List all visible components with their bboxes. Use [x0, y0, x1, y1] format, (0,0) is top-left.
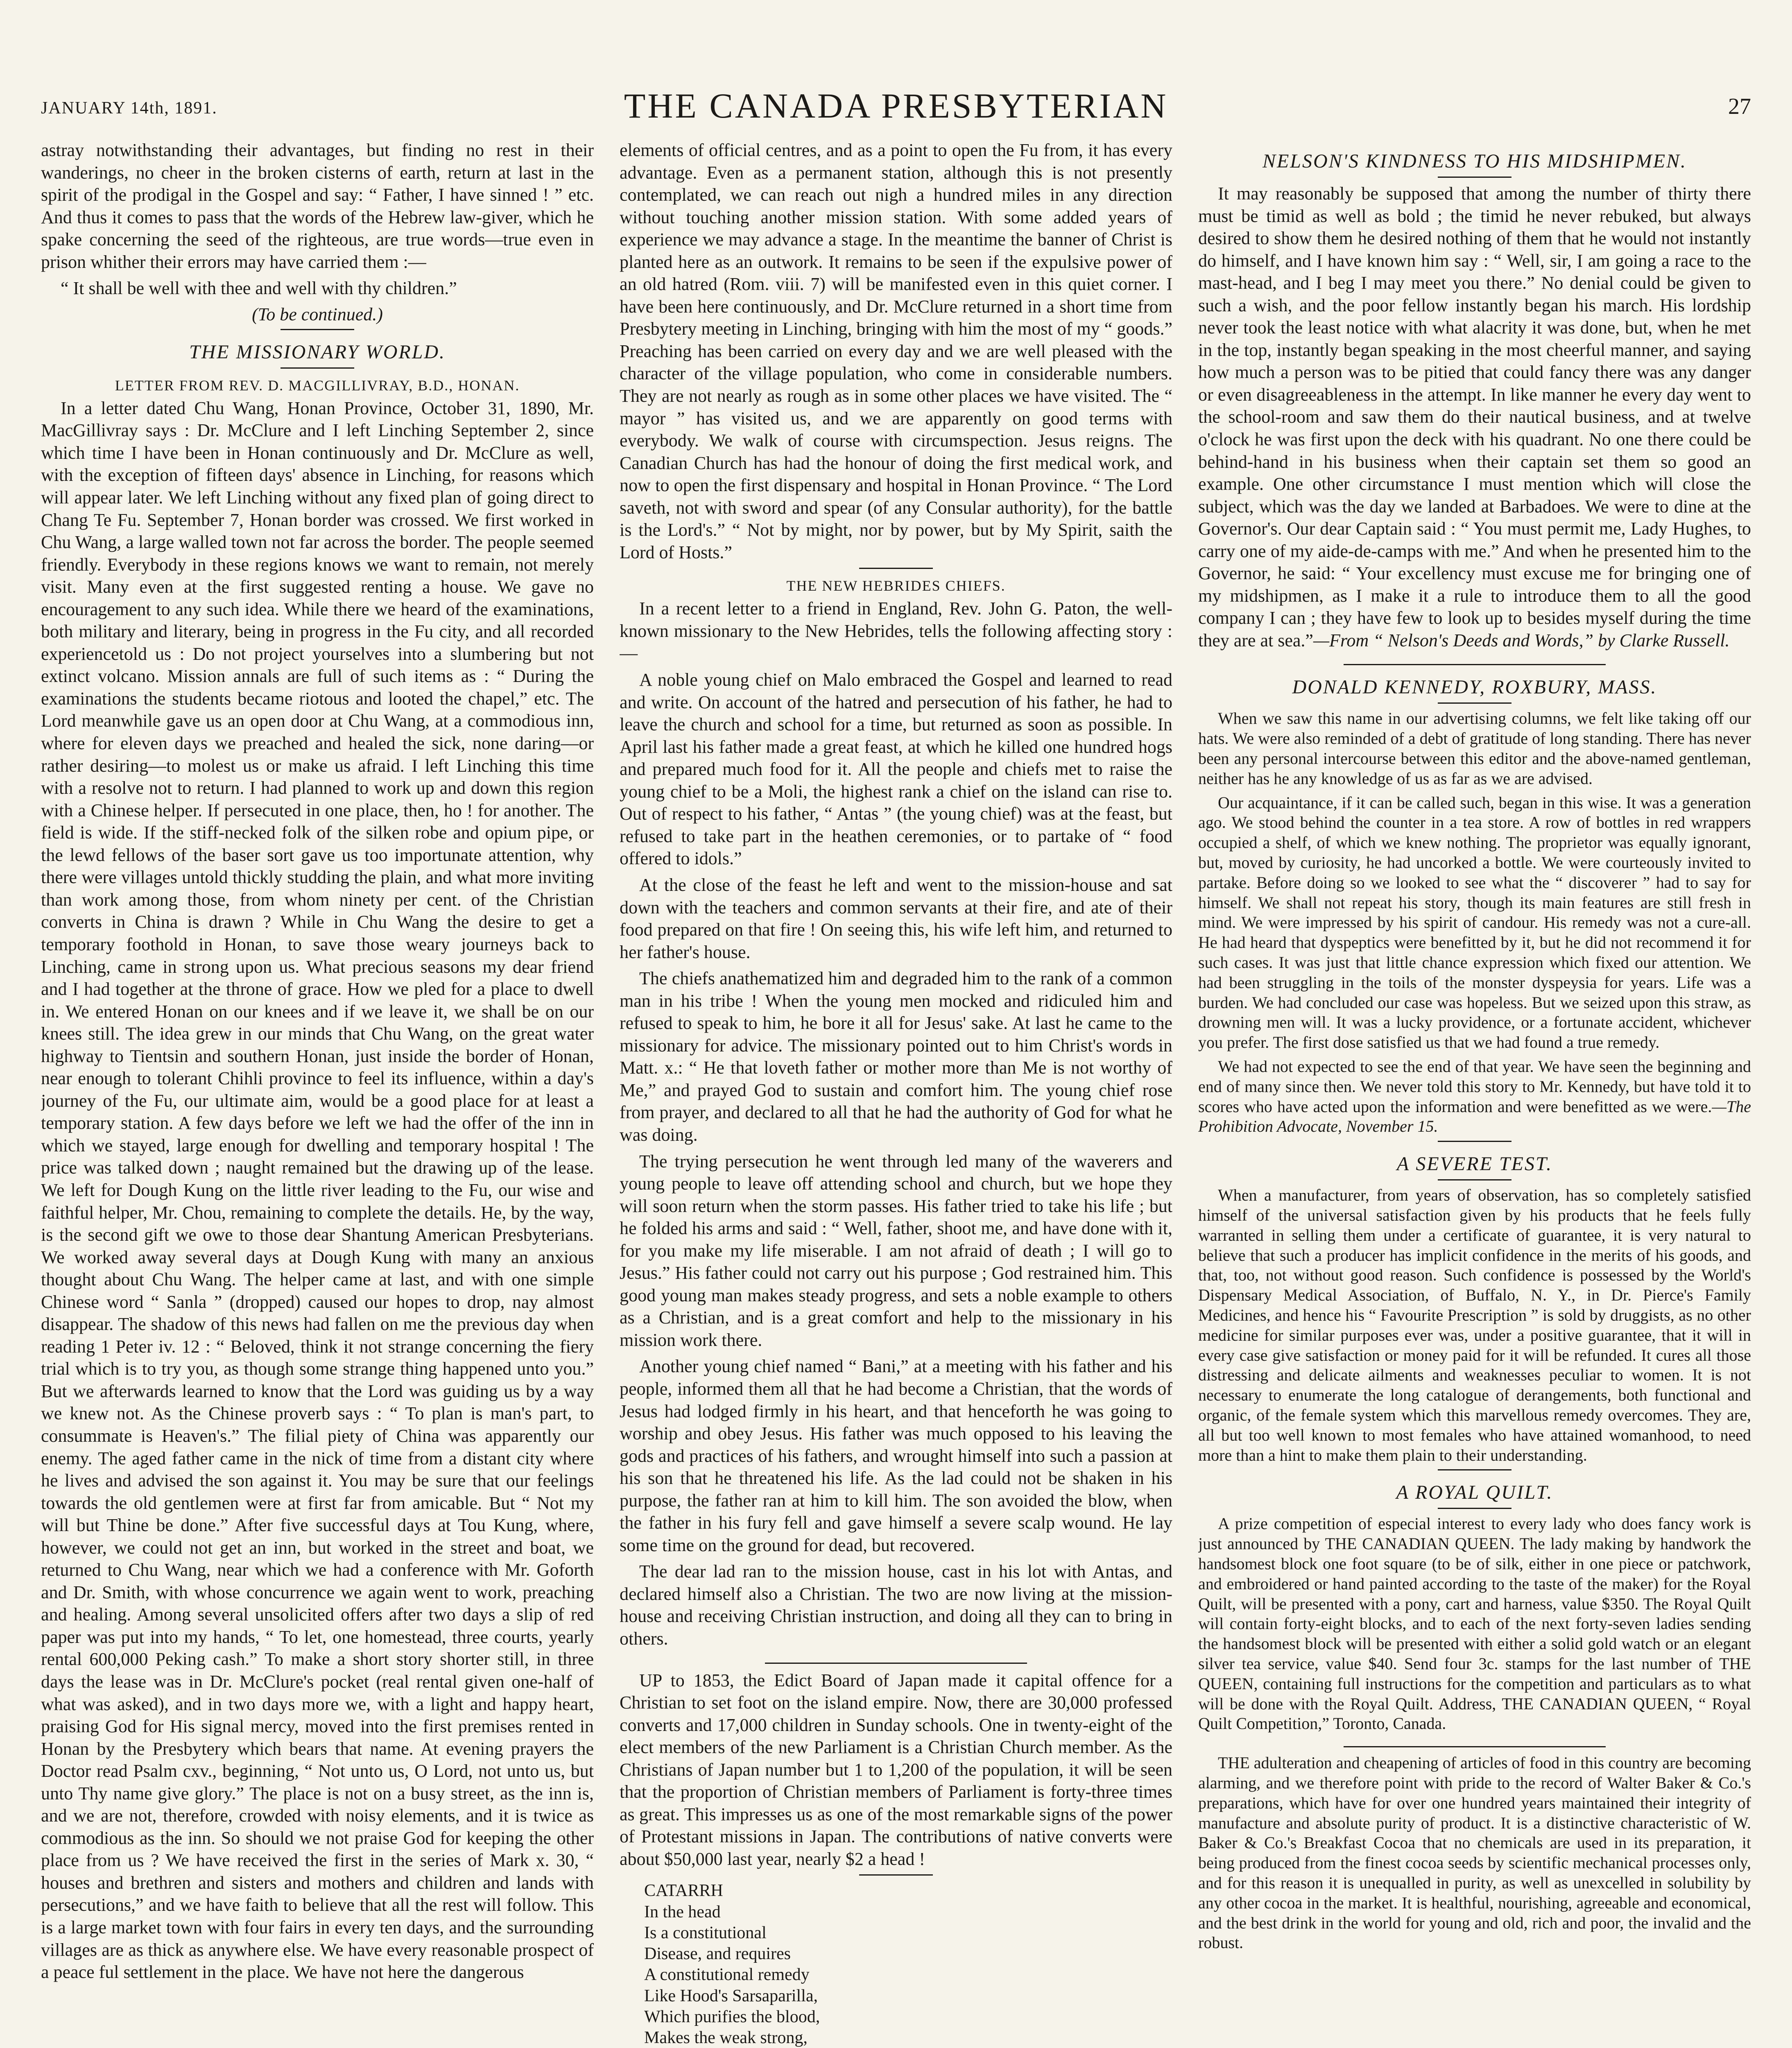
- article-paragraph: A prize competition of especial interest to every lady who does fancy work is just announced by THE CANADIAN QUEEN. The lady making by handwork the handsomest block one foot square (to be of silk, either in one piece or patchwork, and embroidered or hand painted according to the taste of the maker) for the Royal Quilt, will be presented with a pony, cart and harness, value $350. The Royal Quilt will contain forty-eight blocks, and to each of the next forty-seven ladies sending the handsomest block will be presented with either a solid gold watch or an elegant silver tea service, value $40. Send four 3c. stamps for the last number of THE QUEEN, containing full instructions for the competition and particulars as to what will be done with the Royal Quilt. Address, THE CANADIAN QUEEN, “ Royal Quilt Competition,” Toronto, Canada.: [1198, 1514, 1751, 1733]
- article-paragraph: The dear lad ran to the mission house, cast in his lot with Antas, and declared himself also a Christian. The two are now living at the mission-house and receiving Christian instruction, and doing all they can to bring in others.: [620, 1561, 1172, 1649]
- page-number: 27: [1728, 94, 1751, 119]
- heading-rule: [1438, 1508, 1511, 1509]
- section-rule: [1438, 1469, 1511, 1470]
- section-rule: [859, 1874, 933, 1876]
- kennedy-attribution: —The Prohibition Advocate, November 15.: [1198, 1097, 1751, 1136]
- advert-line: Disease, and requires: [644, 1944, 791, 1964]
- article-paragraph: When we saw this name in our advertising columns, we felt like taking off our hats. We were also reminded of a debt of gratitude of long standing. There has never been any personal intercourse between this editor and the above-named gentleman, neither has he any knowledge of us as far as we are advised.: [1198, 709, 1751, 788]
- section-rule: [281, 329, 354, 330]
- kennedy-text: We had not expected to see the end of that year. We have seen the beginning and end of many since then. We never told this story to Mr. Kennedy, but have told it to scores who have acted upon the information and were benefitted as we were.: [1198, 1057, 1751, 1116]
- advert-line: CATARRH: [644, 1881, 723, 1901]
- article-paragraph: [1198, 1057, 1751, 1137]
- advert-line: In the head: [644, 1902, 721, 1921]
- advert-line: A constitutional remedy: [644, 1965, 810, 1985]
- advert-line: Is a constitutional: [644, 1923, 767, 1942]
- to-be-continued: (To be continued.): [252, 304, 383, 324]
- catarrh-advert: [620, 1880, 1172, 2048]
- letter-subheading: LETTER FROM REV. D. MACGILLIVRAY, B.D., HONAN.: [115, 377, 520, 394]
- heading-rule: [1438, 1179, 1511, 1180]
- severe-test-article: [1198, 1185, 1751, 1465]
- nelson-text: It may reasonably be supposed that among the number of thirty there must be timid as well as bold ; the timid he never rebuked, but always desired to show them he desired nothing of them that he would not instantly do himself, and I have known him say : “ Well, sir, I am going a race to the mast-head, and I beg I may meet you there.” No denial could be given to such a wish, and the poor fellow instantly began his march. His lordship never took the least notice with what alacrity it was done, but, when he met in the top, instantly began speaking in the most cheerful manner, and saying how much a person was to be pitied that could fancy there was any danger or even disagreeableness in the attempt. In like manner he every day went to the school-room and saw them do their nautical business, and at twelve o'clock he was first upon the deck with his quadrant. No one there could be behind-hand in his business when their captain set them so good an example. One other circumstance I must mention which will close the subject, which was the day we landed at Barbadoes. We were to dine at the Governor's. Our dear Captain said : “ You must permit me, Lady Hughes, to carry one of my aide-de-camps with me.” And when he presented him to the Governor, he said: “ Your excellency must excuse me for bringing one of my midshipmen, as I make it a rule to introduce them to all the good company I can ; they have few to look up to besides myself during the time they are at sea.”: [1198, 184, 1751, 650]
- section-rule: [765, 1663, 1027, 1664]
- letter-body: In a letter dated Chu Wang, Honan Province, October 31, 1890, Mr. MacGillivray says : Dr. McClure and I left Linching September 2, since which time I have been in Honan continuously and Dr. McClure as well, with the exception of fifteen days' absence in Linching, for reasons which will appear later. We left Linching without any fixed plan of going direct to Chang Te Fu. September 7, Honan border was crossed. We first worked in Chu Wang, a large walled town not far across the border. The people seemed friendly. Everybody in these regions knows we want to remain, not merely visit. Many even at the first suggested renting a house. We gave no encouragement to any such idea. While there we heard of the examinations, both military and literary, being in progress in the Fu city, and all recorded experiencetold us : Do not project yourselves into a slumbering but not extinct volcano. Mission annals are full of such items as : “ During the examinations the students became riotous and looted the chapel,” etc. The Lord meanwhile gave us an open door at Chu Wang, at a commodious inn, where for eleven days we preached and healed the sick, none daring—or rather desiring—to molest us or make us afraid. I left Linching this time with a resolve not to return. I had planned to work up and down this region with a Chinese helper. If persecuted in one place, then, ho ! for another. The field is wide. If the stiff-necked folk of the silken robe and opium pipe, or the lewd fellows of the baser sort gave us too importunate attention, why there were villages untold thickly studding the plain, and what more inviting than work among those, from whom ninety per cent. of the Christian converts in China is drawn ? While in Chu Wang the desire to get a temporary foothold in Honan, to save those weary journeys back to Linching, came in strong upon us. What precious seasons my dear friend and I had together at the throne of grace. How we pled for a place to dwell in. We entered Honan on our knees and if we leave it, we shall be on our knees still. The idea grew in our minds that Chu Wang, on the great water highway to Tientsin and southern Honan, just inside the border of Honan, near enough to tolerant Chihli province to feel its influence, within a day's journey of the Fu, our ultimate aim, would be a good place for at least a temporary station. A few days before we left we had the offer of the inn in which we stayed, large enough for dwelling and temporary hospital ! The price was talked down ; naught remained but the drawing up of the lease. We left for Dough Kung on the little river leading to the Fu, our wise and faithful helper, Mr. Chou, remaining to complete the details. He, by the way, is the second gift we owe to those dear Shantung American Presbyterians. We worked away several days at Dough Kung with many an anxious thought about Chu Wang. The helper came at last, and with one simple Chinese word “ Sanla ” (dropped) caused our hopes to drop, nay almost disappear. The shadow of this news had fallen on me the previous day when reading 1 Peter iv. 12 : “ Beloved, think it not strange concerning the fiery trial which is to try you, as though some strange thing happened unto you.” But we afterwards learned to know that the Lord was guiding us by a way we knew not. As the Chinese proverb says : “ To plan is man's part, to consummate is Heaven's.” The filial piety of China was apparently our enemy. The aged father came in the nick of time from a distant city where he lives and advised the son against it. You may be sure that our feelings towards the old gentlemen were at first far from amicable. But “ Not my will but Thine be done.” After five successful days at Tou Kung, where, however, we could not get an inn, but worked in the street and boat, we returned to Chu Wang, near which we had a conference with Mr. Goforth and Dr. Smith, with whose concurrence we again went to work, preaching and healing. Among several unsolicited offers after two days a slip of red paper was put into my hands, “ To let, one homestead, three courts, yearly rental 600,000 Peking cash.” To make a short story shorter still, in three days the lease was in Dr. McClure's pocket (real rental given one-half of what was asked), and in two days more we, with a light and happy heart, praising God for His signal mercy, moved into the first premises rented in Honan by the Presbytery which bears that name. At evening prayers the Doctor read Psalm cxv., beginning, “ Not unto us, O Lord, not unto us, but unto Thy name give glory.” The place is not on a busy street, as the inn is, and we are not, therefore, crowded with noisy elements, and it is twice as commodious as the inn. So should we not praise God for keeping the other place from us ? We have received the first in the series of Mark x. 30, “ houses and brethren and sisters and mothers and children and lands with persecutions,” and we have faith to believe that all the rest will follow. This is a large market town with four fairs in every ten days, and the surrounding villages are as thick as anywhere else. We have every reasonable prospect of a peace ful settlement in the place. We have not here the dangerous: [41, 398, 594, 1982]
- section-heading-nelson: NELSON'S KINDNESS TO HIS MIDSHIPMEN.: [1262, 150, 1687, 172]
- section-heading-new-hebrides: THE NEW HEBRIDES CHIEFS.: [786, 578, 1006, 594]
- cocoa-article: [1198, 1753, 1751, 1953]
- article-paragraph: Our acquaintance, if it can be called such, began in this wise. It was a generation ago. We stood behind the counter in a tea store. A row of bottles in red wrappers occupied a shelf, of which we knew nothing. The proprietor was equally ignorant, but, moved by curiosity, he had uncorked a bottle. We were courteously invited to partake. Before doing so we looked to see what the “ discoverer ” had to say for himself. We shall not repeat his story, though its main features are still fresh in mind. We were impressed by his spirit of candour. His remedy was not a cure-all. He had heard that dyspeptics were benefitted by it, but he did not recommend it for such cases. It was just that little chance expression which fixed our attention. We had been struggling in the toils of the monster dyspeysia for years. Life was a burden. We had concluded our case was hopeless. But we seized upon this straw, as drowning men will. It was a lucky providence, or a fortunate accident, whichever you prefer. The first dose satisfied us that we had found a true remedy.: [1198, 793, 1751, 1052]
- section-heading-missionary-world: THE MISSIONARY WORLD.: [189, 341, 446, 363]
- article-paragraph: In a recent letter to a friend in England, Rev. John G. Paton, the well-known missionary to the New Hebrides, tells the following affecting story :—: [620, 598, 1172, 664]
- article-paragraph: A noble young chief on Malo embraced the Gospel and learned to read and write. On account of the hatred and persecution of his father, he had to leave the church and school for a time, but returned as soon as possible. In April last his father made a great feast, at which he killed one hundred hogs and prepared much food for it. All the people and chiefs met to raise the young chief to be a Moli, the highest rank a chief on the island can rise to. Out of respect to his father, “ Antas ” (the young chief) was at the feast, but refused to take part in the heathen ceremonies, or to partake of “ food offered to idols.”: [620, 670, 1172, 869]
- kennedy-article: [1198, 709, 1751, 1137]
- section-heading-severe-test: A SEVERE TEST.: [1396, 1153, 1553, 1175]
- section-heading-royal-quilt: A ROYAL QUILT.: [1396, 1482, 1553, 1504]
- advert-line: Makes the weak strong,: [644, 2028, 808, 2048]
- article-continuation: astray notwithstanding their advantages, but finding no rest in their wanderings, no cheer in the broken cisterns of earth, return at last in the spirit of the prodigal in the Gospel and say: “ Father, I have sinned ! ” etc. And thus it comes to pass that the words of the Hebrew law-giver, which he spake concerning the seed of the righteous, are true words—true even in prison whither their errors may have carried them :—: [41, 140, 594, 272]
- section-rule: [1344, 664, 1606, 665]
- section-rule: [859, 568, 933, 569]
- heading-rule: [281, 367, 354, 369]
- article-paragraph: When a manufacturer, from years of observation, has so completely satisfied himself of the universal satisfaction given by his products that he feels fully warranted in selling them under a certificate of guarantee, it is very natural to believe that such a producer has implicit confidence in the merits of his goods, and that, too, not without good reason. Such confidence is possessed by the World's Dispensary Medical Association, of Buffalo, N. Y., in Dr. Pierce's Family Medicines, and hence his “ Favourite Prescription ” is sold by druggists, as no other medicine for similar purposes ever was, under a positive guarantee, that it will in every case give satisfaction or money paid for it will be refunded. It cures all those distressing and delicate ailments and weaknesses peculiar to women. It is not necessary to enumerate the long catalogue of derangements, both functional and organic, of the female system which this marvellous remedy overcomes. They are, all but too well known to most females who have attained womanhood, to need more than a hint to make them plain to their understanding.: [1198, 1186, 1751, 1464]
- issue-date: JANUARY 14th, 1891.: [41, 99, 217, 118]
- japan-paragraph: UP to 1853, the Edict Board of Japan made it capital offence for a Christian to set foot on the island empire. Now, there are 30,000 professed converts and 17,000 children in Sunday schools. One in twenty-eight of the elect members of the new Parliament is a Christian Church member. As the Christians of Japan number but 1 to 1,200 of the population, it will be seen that the proportion of Christian members of Parliament is forty-three times as great. This impresses us as one of the most remarkable signs of the power of Protestant missions in Japan. The contributions of native converts were about $50,000 last year, nearly $2 a head !: [620, 1670, 1172, 1869]
- columns: [41, 139, 1751, 2048]
- article-paragraph: Another young chief named “ Bani,” at a meeting with his father and his people, informed them all that he had become a Christian, that the words of Jesus had lodged firmly in his heart, and that henceforth he was going to worship and obey Jesus. His father was much opposed to his leaving the gods and practices of his fathers, and wrought himself into such a passion at his son that he threatened his life. As the lad could not be shaken in his purpose, the father ran at him to kill him. The son avoided the blow, when the father in his fury fell and gave himself a severe scalp wound. He lay some time on the ground for dead, but recovered.: [620, 1356, 1172, 1555]
- letter-continuation: elements of official centres, and as a point to open the Fu from, it has every advantage. Even as a permanent station, although this is not presently contemplated, we can reach out nigh a hundred miles in any direction without touching another mission station. With some added years of experience we may advance a stage. In the meantime the banner of Christ is planted here as an outwork. It remains to be seen if the expulsive power of an old hatred (Rom. viii. 7) will be manifested even in this quiet corner. I have been here continuously, and Dr. McClure returned in a short time from Presbytery meeting in Linching, bringing with him the most of my “ goods.” Preaching has been carried on every day and we are well pleased with the character of the village population, who come in considerable numbers. They are not nearly as rough as in some other places we have visited. The “ mayor ” has visited us, and we are apparently on good terms with everybody. We walk of course with circumspection. Jesus reigns. The Canadian Church has had the honour of doing the first medical work, and now to open the first dispensary and hospital in Honan Province. “ The Lord saveth, not with sword and spear (of any Consular authority), for the battle is the Lord's.” “ Not by might, nor by power, but by My Spirit, saith the Lord of Hosts.”: [620, 140, 1172, 562]
- nelson-attribution: —From “ Nelson's Deeds and Words,” by Clarke Russell.: [1313, 630, 1730, 650]
- article-paragraph: The chiefs anathematized him and degraded him to the rank of a common man in his tribe ! When the young men mocked and ridiculed him and refused to speak to him, he bore it all for Jesus' sake. At last he came to the missionary for advice. The missionary pointed out to him Christ's words in Matt. x.: “ He that loveth father or mother more than Me is not worthy of Me,” and prayed God to sustain and comfort him. The young chief rose from prayer, and declared to all that he had the authority of God for what he was doing.: [620, 968, 1172, 1145]
- column-3: [1198, 139, 1751, 2048]
- article-paragraph: The trying persecution he went through led many of the waverers and young people to leave off attending school and church, but we hope they will soon return when the storm passes. His father tried to take his life ; but he folded his arms and said : “ Well, father, shoot me, and have done with it, for you make my life miserable. I am not afraid of death ; I will go to Jesus.” His father could not carry out his purpose ; God restrained him. This good young man makes steady progress, and sets a noble example to others as a Christian, and is a great comfort and help to the missionary in his mission work there.: [620, 1151, 1172, 1350]
- quote: “ It shall be well with thee and well with thy children.”: [61, 278, 457, 299]
- column-2: [620, 139, 1172, 2048]
- article-paragraph: THE adulteration and cheapening of articles of food in this country are becoming alarming, and we therefore point with pride to the record of Walter Baker & Co.'s preparations, which have for over one hundred years maintained their integrity of manufacture and absolute purity of product. It is a distinctive characteristic of W. Baker & Co.'s Breakfast Cocoa that no chemicals are used in its preparation, it being produced from the finest cocoa seeds by scientific mechanical processes only, and for this reason it is unequalled in purity, as well as unexcelled in solubility by any other cocoa in the market. It is healthful, nourishing, agreeable and economical, and the best drink in the world for young and old, rich and poor, the invalid and the robust.: [1198, 1753, 1751, 1952]
- advert-line: Like Hood's Sarsaparilla,: [644, 1986, 818, 2005]
- masthead: [41, 82, 1751, 131]
- column-1: [41, 139, 594, 2048]
- section-rule: [1344, 1746, 1606, 1747]
- heading-rule: [1438, 702, 1511, 704]
- section-heading-kennedy: DONALD KENNEDY, ROXBURY, MASS.: [1292, 676, 1657, 698]
- advert-line: Which purifies the blood,: [644, 2007, 820, 2026]
- royal-quilt-article: [1198, 1514, 1751, 1734]
- section-rule: [1438, 1141, 1511, 1142]
- article-paragraph: At the close of the feast he left and went to the mission-house and sat down with the teachers and common servants at their fire, and ate of their food prepared on that fire ! On seeing this, his wife left him, and returned to her father's house.: [620, 874, 1172, 962]
- nelson-paragraph: [1198, 183, 1751, 652]
- heading-rule: [1438, 177, 1511, 178]
- newspaper-title: THE CANADA PRESBYTERIAN: [624, 86, 1168, 125]
